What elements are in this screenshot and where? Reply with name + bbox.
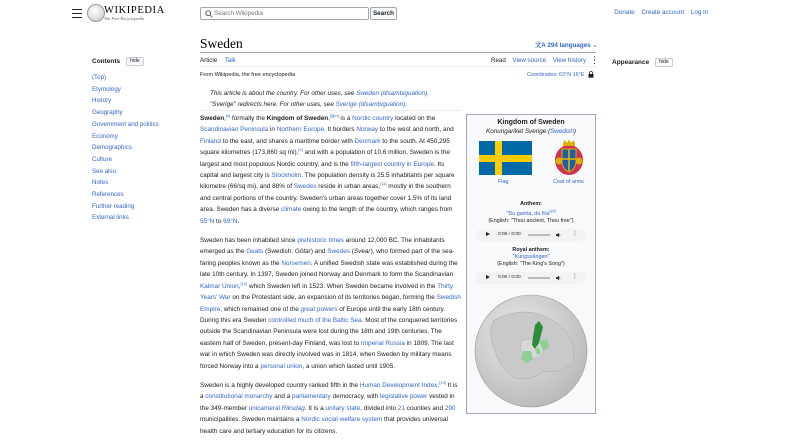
royal-anthem-block: Royal anthem: "Kungssången" (English: "The King's Song") [497, 246, 565, 267]
coordinates-link[interactable]: Coordinates: 63°N 16°E [527, 72, 585, 78]
hatnote [210, 89, 470, 110]
toc-item-references[interactable]: References [92, 191, 124, 199]
flag-caption-link[interactable]: Flag [498, 179, 509, 185]
body-link[interactable]: Northern Europe [276, 126, 324, 134]
tab-article[interactable]: Article [200, 57, 217, 67]
body-link[interactable]: climate [281, 206, 302, 214]
footnote-ref[interactable]: [12] [240, 280, 248, 286]
lock-icon[interactable] [588, 71, 594, 78]
royal-anthem-link[interactable]: "Kungssången" [512, 253, 550, 260]
body-link[interactable]: Scandinavian Peninsula [200, 126, 269, 134]
translate-icon: 文A [535, 42, 546, 49]
body-link[interactable]: Stockholm [271, 172, 302, 180]
body-link[interactable]: parliamentary [292, 393, 331, 401]
language-button[interactable]: 文A 294 languages ⌄ [535, 42, 598, 49]
search-button[interactable]: Search [370, 7, 397, 20]
tabs-divider [200, 66, 596, 67]
volume-icon[interactable] [556, 232, 561, 238]
toc-item-economy[interactable]: Economy [92, 132, 118, 140]
coat-of-arms-image[interactable] [553, 139, 585, 177]
toc-item-etymology[interactable]: Etymology [92, 85, 121, 93]
audio-options-icon[interactable]: ⋮ [572, 231, 578, 238]
infobox-native-name: Konungariket Sverige (Swedish) [486, 128, 576, 135]
toc-item-further-reading[interactable]: Further reading [92, 202, 135, 210]
body-link[interactable]: Kalmar Union [200, 282, 239, 290]
body-link[interactable]: Norsemen [281, 259, 311, 267]
donate-link[interactable]: Donate [614, 9, 635, 16]
toc-item-culture[interactable]: Culture [92, 155, 112, 163]
toc-item-external-links[interactable]: External links [92, 214, 129, 222]
tab-talk[interactable]: Talk [224, 57, 236, 64]
hatnote-line: This article is about the country. For other uses, see Sweden (disambiguation). [210, 90, 429, 97]
tab-view-history[interactable]: View history [552, 57, 587, 64]
toc-hide-button[interactable]: hide [126, 57, 143, 66]
body-link[interactable]: fifth-largest country in Europe [350, 160, 434, 168]
body-link[interactable]: Norway [356, 126, 378, 134]
body-link[interactable]: Finland [200, 137, 221, 145]
body-link[interactable]: Geats [246, 248, 264, 256]
wikipedia-tagline: The Free Encyclopedia [104, 16, 144, 21]
body-link[interactable]: great powers [300, 305, 338, 313]
anthem-block: Anthem: "Du gamla, du fria"[a] (English: "Thou ancient, Thou free") [488, 201, 574, 224]
anthem-footnote[interactable]: [a] [551, 209, 556, 213]
body-link[interactable]: personal union [260, 362, 303, 370]
search-input[interactable] [214, 8, 364, 19]
lead-paragraph: Sweden,[k] formally the Kingdom of Sweden,[l][m] is a Nordic country located on the Scandinavian Peninsula in Northern Europe. It borders Norway to the west and north, and Finland to the east, and shares a maritime border with Denmark to the south. At 450,295 square kilometres (173,860 sq mi),[4] and with a population of 10.6 million, Sweden is the largest and most populous Nordic country, and is the fifth-largest country in Europe. Its capital and largest city is Stockholm. The population density is 25.5 inhabitants per square kilometre (66/sq mi), and 88% of Swedes reside in urban areas,[11] mostly in the southern and central portions of the country. Sweden's urban areas together cover 1.5% of its land area. Sweden has a diverse climate owing to the length of the country, which ranges from 55°N to 69°N. [200, 113, 455, 225]
toc-item-top[interactable]: (Top) [92, 74, 107, 81]
audio-progress-slider[interactable] [528, 234, 550, 236]
sverige-disambiguation-link[interactable]: Sverige (disambiguation) [335, 100, 406, 108]
tab-view-source[interactable]: View source [512, 57, 547, 64]
swedish-language-link[interactable]: Swedish [550, 128, 574, 135]
infobox-title: Kingdom of Sweden [497, 119, 565, 126]
site-header [0, 0, 800, 28]
body-link[interactable]: Thirty Years' War [200, 282, 454, 302]
body-link[interactable]: Swedish Empire [200, 294, 461, 313]
toc-item-government[interactable]: Government and politics [92, 120, 159, 128]
body-link[interactable]: unicameral Riksdag [248, 404, 305, 412]
footnote-ref[interactable]: [k] [225, 113, 231, 118]
appearance-hide-button[interactable]: hide [655, 58, 672, 67]
body-link[interactable]: Swedes [293, 183, 317, 191]
royal-anthem-label-link[interactable]: Royal anthem: [512, 246, 550, 253]
footnote-ref[interactable]: [13] [439, 379, 446, 385]
log-in-link[interactable]: Log in [690, 9, 708, 16]
title-divider [200, 52, 596, 53]
toc-item-notes[interactable]: Notes [92, 179, 109, 187]
toc-list [92, 72, 192, 224]
toc-item-history[interactable]: History [92, 97, 112, 105]
play-icon[interactable] [486, 275, 490, 279]
body-link[interactable]: 21 [397, 404, 406, 412]
infobox-symbols [467, 139, 595, 189]
hatnote-line: "Sverige" redirects here. For other uses, see Sverige (disambiguation). [210, 100, 407, 108]
search-icon [205, 10, 213, 18]
body-link[interactable]: controlled much of the Baltic Sea [268, 316, 362, 324]
toc-item-demographics[interactable]: Demographics [92, 144, 132, 152]
body-link[interactable]: legislative power [380, 393, 428, 401]
history-paragraph: Sweden has been inhabited since prehistoric times around 12,000 BC. The inhabitants emerged as the Geats (Swedish: Götar) and Swedes (Svear), who formed part of the sea-faring peoples known as the Norsemen. A unified Swedish state was established during the late 10th century. In 1397, Sweden joined Norway and Denmark to form the Scandinavian Kalmar Union,[12] which Sweden left in 1523. When Sweden became involved in the Thirty Years' War on the Protestant side, an expansion of its territories began, forming the Swedish Empire, which remained one of the great powers of Europe until the early 18th century. During this era Sweden controlled much of the Baltic Sea. Most of the conquered territories outside the Scandinavian Peninsula were lost during the 18th and 19th centuries. The eastern half of Sweden, present-day Finland, was lost to Imperial Russia in 1809. The last war in which Sweden was directly involved was in 1814, when Sweden by military means forced Norway into a personal union, a union which lasted until 1905. [200, 237, 461, 370]
search-box[interactable] [200, 7, 369, 20]
main-menu-icon[interactable] [72, 9, 82, 18]
disambiguation-link[interactable]: Sweden (disambiguation) [356, 90, 428, 97]
anthem-audio-player[interactable] [476, 229, 586, 241]
toc-item-see-also[interactable]: See also [92, 167, 117, 175]
body-link[interactable]: constitutional monarchy [205, 393, 273, 401]
site-subtitle: From Wikipedia, the free encyclopedia [200, 72, 296, 78]
table-of-contents [92, 57, 192, 224]
footnote-ref[interactable]: [11] [380, 181, 387, 187]
royal-anthem-audio-player[interactable] [476, 272, 586, 284]
body-link[interactable]: 55°N [200, 217, 215, 225]
article-body [200, 113, 461, 445]
body-link[interactable]: Denmark [354, 137, 381, 145]
play-icon[interactable] [486, 232, 490, 236]
politics-paragraph: Sweden is a highly developed country ranked fifth in the Human Development Index.[13] It is a constitutional monarchy and a parliamentary democracy, with legislative power vested in the 349-member unicameral Riksdag. It is a unitary state, divided into 21 counties and 290 municipalities. Sweden maintains a Nordic social welfare system that provides universal health care and tertiary education for its citizens. [200, 379, 458, 435]
body-link[interactable]: 69°N [223, 217, 238, 225]
body-link[interactable]: Imperial Russia [360, 339, 405, 347]
infobox [466, 114, 596, 414]
toc-heading: Contents hide [92, 57, 192, 66]
page-title: Sweden [200, 36, 243, 51]
audio-progress-slider[interactable] [528, 277, 550, 279]
footnote-ref[interactable]: [4] [298, 147, 303, 153]
footnote-ref[interactable]: [l][m] [329, 113, 339, 118]
chevron-down-icon: ⌄ [592, 42, 598, 49]
create-account-link[interactable]: Create account [641, 9, 685, 16]
location-globe-map[interactable] [473, 291, 589, 407]
audio-time: 0:00 / 0:00 [498, 274, 521, 280]
audio-options-icon[interactable]: ⋮ [572, 274, 578, 281]
anthem-link[interactable]: "Du gamla, du fria" [506, 210, 552, 217]
body-link[interactable]: prehistoric times [297, 237, 344, 245]
body-link[interactable]: Swedes [327, 248, 350, 256]
coat-of-arms-caption-link[interactable]: Coat of arms [553, 179, 584, 185]
wikipedia-globe-logo[interactable] [87, 4, 105, 22]
body-link[interactable]: Nordic country [352, 115, 394, 122]
hatnote-divider [200, 110, 462, 111]
volume-icon[interactable] [556, 275, 561, 281]
tab-read[interactable]: Read [491, 57, 506, 67]
wikipedia-wordmark[interactable]: WIKIPEDIA [104, 5, 165, 16]
body-link[interactable]: 290 [444, 404, 456, 412]
personal-tools [609, 9, 708, 16]
body-link[interactable]: unitary state [325, 404, 361, 412]
body-link[interactable]: Human Development Index [359, 381, 438, 389]
body-link[interactable]: Nordic social welfare system [301, 416, 383, 424]
swedish-flag-image[interactable] [479, 141, 532, 175]
more-tools-icon[interactable]: ⋮ [590, 55, 599, 65]
toc-item-geography[interactable]: Geography [92, 109, 123, 117]
audio-time: 0:00 / 0:00 [498, 231, 521, 237]
appearance-heading: Appearance hide [612, 58, 673, 67]
